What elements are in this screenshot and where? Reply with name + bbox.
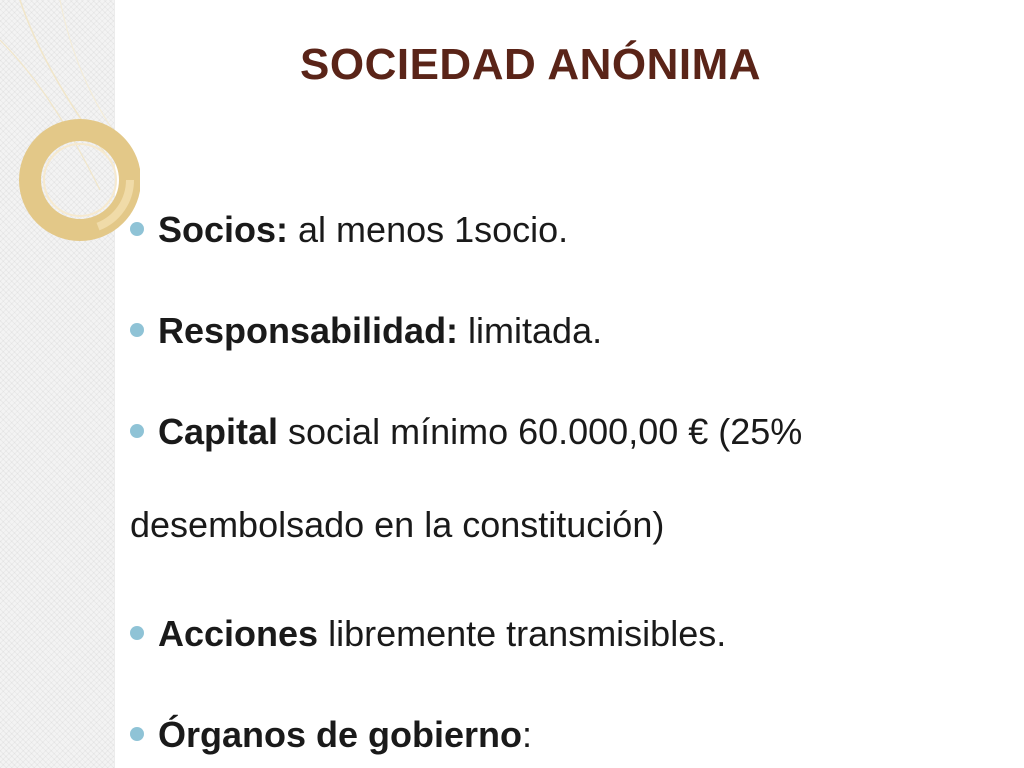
decorative-swirl	[0, 0, 140, 260]
item-text: :	[522, 714, 533, 755]
item-continuation: desembolsado en la constitución)	[130, 504, 665, 545]
item-term: Socios:	[158, 209, 289, 250]
item-text: limitada.	[458, 310, 603, 351]
item-text: libremente transmisibles.	[318, 613, 727, 654]
item-term: Responsabilidad:	[158, 310, 459, 351]
item-text: social mínimo 60.000,00 € (25%	[278, 411, 803, 452]
list-item	[130, 705, 1010, 768]
bullet-list	[130, 200, 1010, 768]
item-text: al menos 1socio.	[288, 209, 569, 250]
page-title: SOCIEDAD ANÓNIMA	[300, 40, 762, 89]
list-item	[130, 402, 1010, 604]
bullet-icon	[130, 323, 144, 337]
list-item	[130, 301, 1010, 402]
bullet-icon	[130, 626, 144, 640]
list-item	[130, 604, 1010, 705]
list-item	[130, 200, 1010, 301]
item-term: Órganos de gobierno	[158, 714, 523, 755]
item-term: Acciones	[158, 613, 319, 654]
bullet-icon	[130, 222, 144, 236]
bullet-icon	[130, 727, 144, 741]
bullet-icon	[130, 424, 144, 438]
item-term: Capital	[158, 411, 279, 452]
